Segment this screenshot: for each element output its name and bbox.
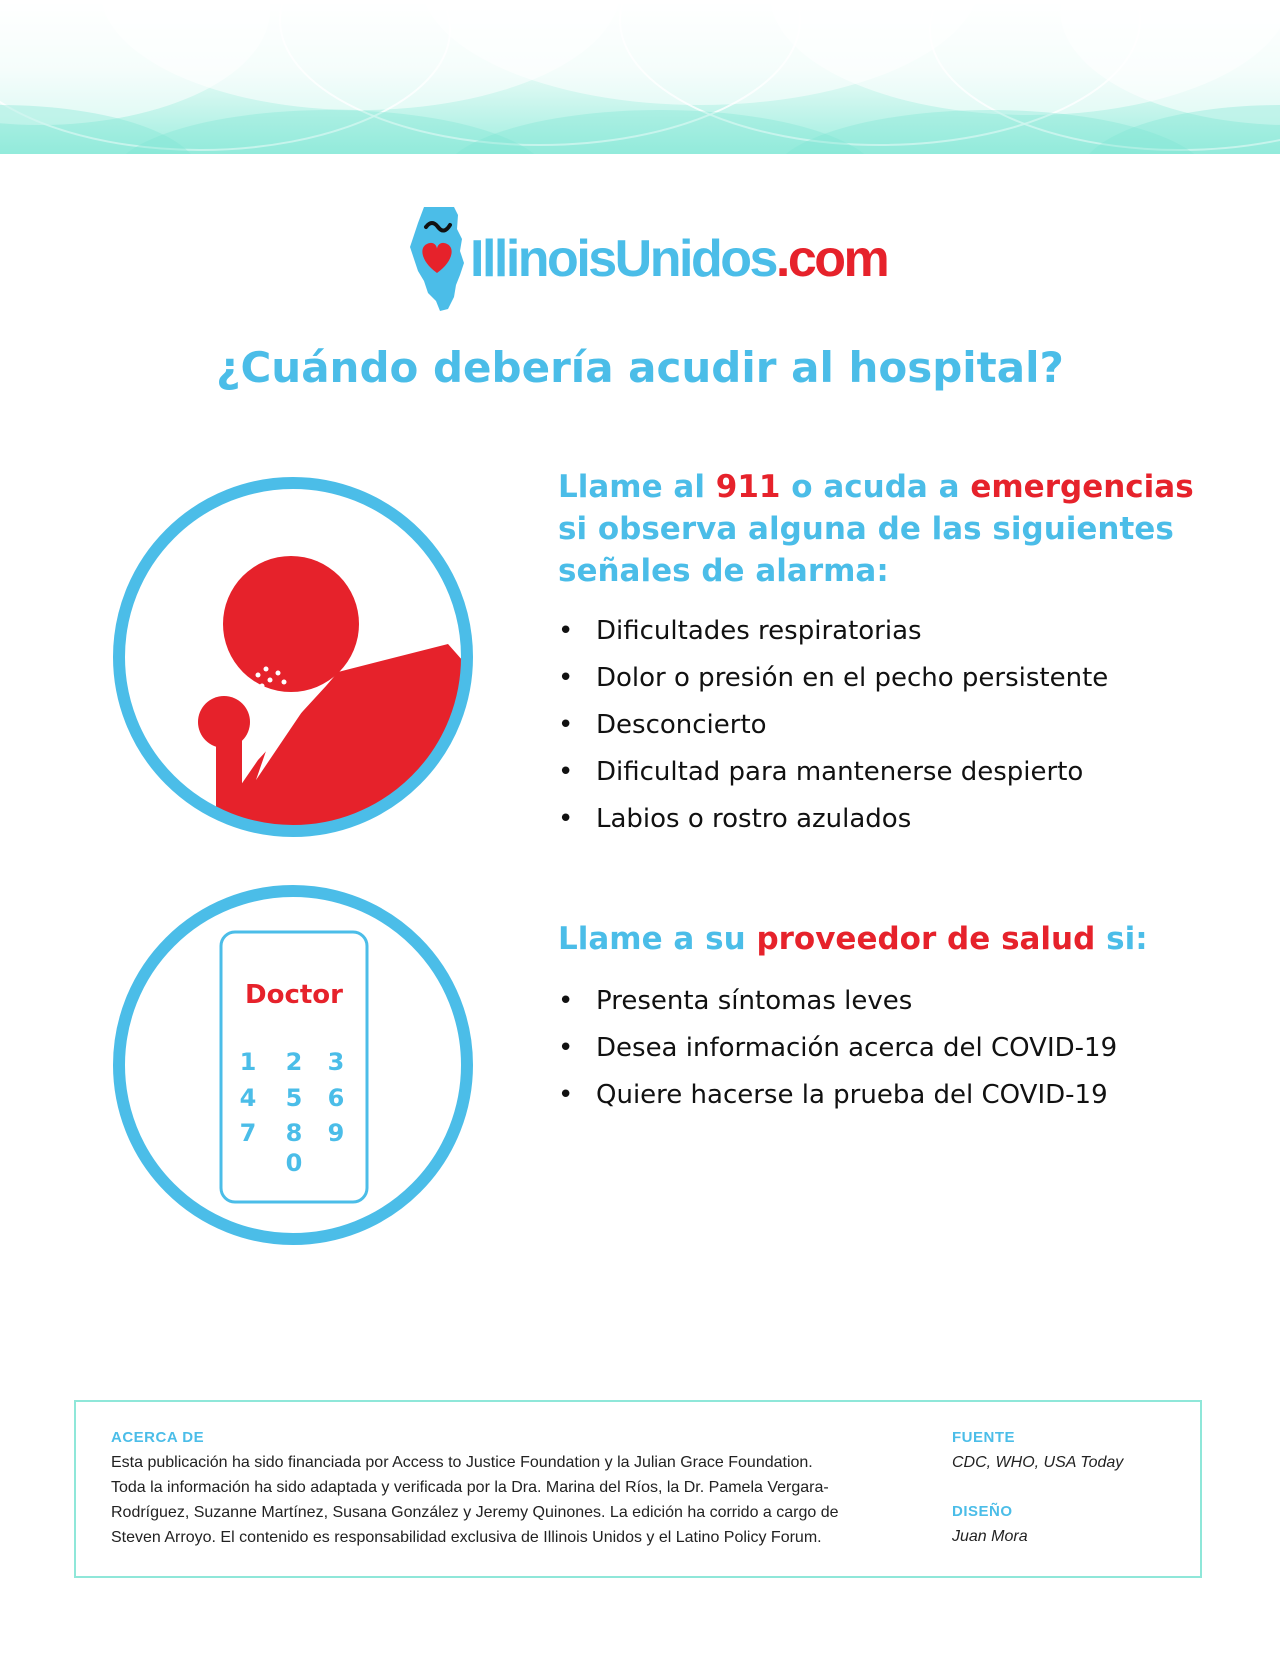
- list-item-text: Labios o rostro azulados: [596, 804, 912, 834]
- list-item-text: Dificultad para mantenerse despierto: [596, 757, 1084, 787]
- phone-key: 7: [239, 1119, 257, 1147]
- bullet-icon: •: [558, 804, 574, 834]
- list-item: [558, 702, 1218, 749]
- bullet-icon: •: [558, 1080, 574, 1110]
- provider-heading-part2: si:: [1095, 921, 1148, 957]
- wave-banner: [0, 0, 1280, 154]
- phone-key: 3: [327, 1048, 345, 1076]
- about-line: Esta publicación ha sido financiada por Access to Justice Foundation y la Julian Grace Foundation.: [111, 1454, 813, 1471]
- phone-key: 0: [285, 1149, 303, 1177]
- list-item-text: Dolor o presión en el pecho persistente: [596, 663, 1109, 693]
- design-label: DISEÑO: [952, 1503, 1013, 1520]
- page-title: ¿Cuándo debería acudir al hospital?: [216, 343, 1064, 392]
- emergency-heading: [558, 466, 1198, 592]
- bullet-icon: •: [558, 616, 574, 646]
- provider-heading: [558, 918, 1198, 960]
- about-line: Steven Arroyo. El contenido es responsabilidad exclusiva de Illinois Unidos y el Latino Policy Forum.: [111, 1529, 822, 1546]
- logo-wordmark: [470, 230, 888, 288]
- phone-key: 8: [285, 1119, 303, 1147]
- provider-reasons-list: [558, 978, 1218, 1119]
- phone-key: 2: [285, 1048, 303, 1076]
- list-item: [558, 1025, 1218, 1072]
- emergency-heading-emergencias: emergencias: [970, 469, 1194, 505]
- list-item: [558, 655, 1218, 702]
- bullet-icon: •: [558, 986, 574, 1016]
- logo-name: IllinoisUnidos: [470, 230, 776, 288]
- bullet-icon: •: [558, 757, 574, 787]
- coughing-person-icon: [108, 472, 478, 842]
- about-line: Rodríguez, Suzanne Martínez, Susana González y Jeremy Quinones. La edición ha corrido a cargo de: [111, 1504, 839, 1521]
- about-label: ACERCA DE: [111, 1429, 205, 1446]
- list-item: [558, 608, 1218, 655]
- credits-footer: [74, 1400, 1202, 1578]
- emergency-heading-part3: si observa alguna de las siguientes señales de alarma:: [558, 511, 1174, 589]
- about-line: Toda la información ha sido adaptada y verificada por la Dra. Marina del Ríos, la Dr. Pamela Vergara-: [111, 1479, 829, 1496]
- list-item-text: Quiere hacerse la prueba del COVID-19: [596, 1080, 1108, 1110]
- logo-domain: .com: [775, 230, 888, 288]
- list-item-text: Presenta síntomas leves: [596, 986, 913, 1016]
- list-item: [558, 978, 1218, 1025]
- list-item-text: Desconcierto: [596, 710, 767, 740]
- bullet-icon: •: [558, 663, 574, 693]
- bullet-icon: •: [558, 710, 574, 740]
- source-label: FUENTE: [952, 1429, 1015, 1446]
- about-text: [111, 1450, 881, 1550]
- emergency-heading-911: 911: [715, 469, 781, 505]
- list-item: [558, 796, 1218, 843]
- phone-key: 9: [327, 1119, 345, 1147]
- source-value: CDC, WHO, USA Today: [952, 1454, 1124, 1471]
- emergency-heading-part1: Llame al: [558, 469, 716, 505]
- phone-key: 1: [239, 1048, 257, 1076]
- phone-key: 5: [285, 1084, 303, 1112]
- phone-key: 4: [239, 1084, 257, 1112]
- phone-doctor-icon: [108, 880, 478, 1250]
- design-value: Juan Mora: [952, 1528, 1028, 1545]
- list-item-text: Dificultades respiratorias: [596, 616, 922, 646]
- phone-doctor-label: Doctor: [245, 980, 343, 1010]
- provider-heading-provider: proveedor de salud: [756, 921, 1096, 957]
- list-item-text: Desea información acerca del COVID-19: [596, 1033, 1118, 1063]
- bullet-icon: •: [558, 1033, 574, 1063]
- emergency-heading-part2: o acuda a: [780, 469, 971, 505]
- provider-heading-part1: Llame a su: [558, 921, 757, 957]
- list-item: [558, 1072, 1218, 1119]
- phone-key: 6: [327, 1084, 345, 1112]
- warning-signs-list: [558, 608, 1218, 843]
- list-item: [558, 749, 1218, 796]
